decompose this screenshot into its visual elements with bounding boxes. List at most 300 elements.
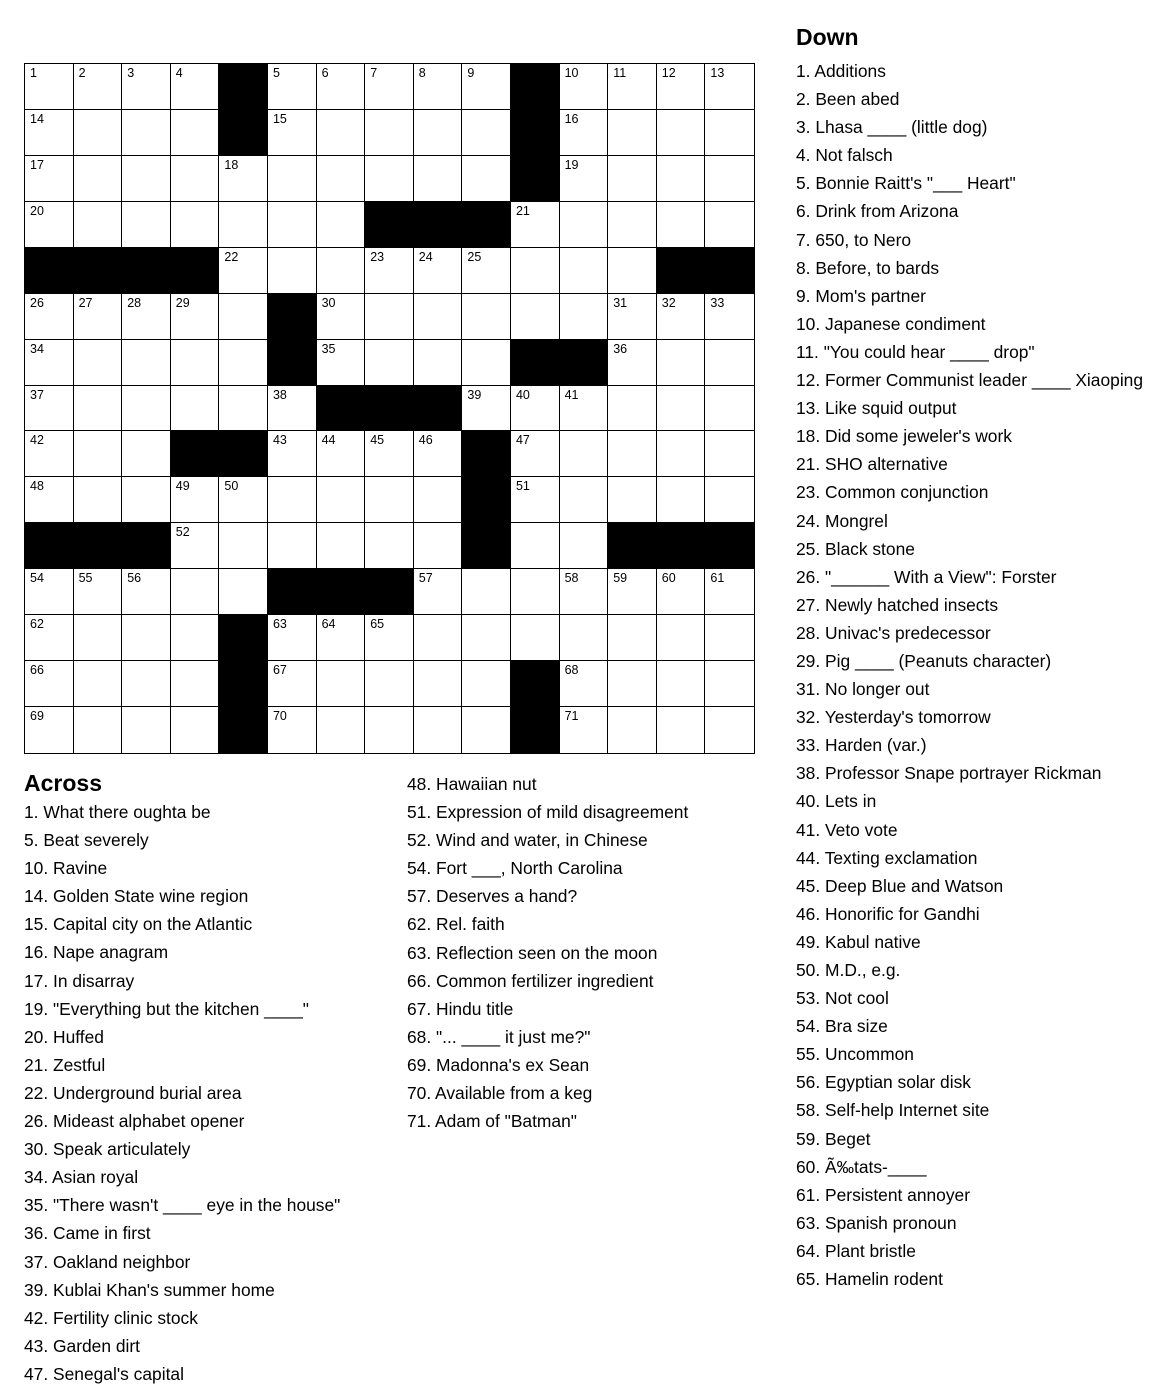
grid-cell[interactable]	[560, 523, 609, 569]
black-square	[122, 523, 171, 569]
clue-number: 58	[564, 571, 579, 586]
across-clue[interactable]: 63. Reflection seen on the moon	[407, 942, 658, 963]
black-square	[317, 386, 366, 432]
grid-cell[interactable]	[25, 156, 74, 202]
grid-cell[interactable]	[171, 523, 220, 569]
grid-cell[interactable]	[171, 661, 220, 707]
grid-cell[interactable]	[122, 156, 171, 202]
grid-cell[interactable]	[74, 431, 123, 477]
grid-cell[interactable]	[317, 202, 366, 248]
grid-cell[interactable]	[705, 661, 754, 707]
grid-cell[interactable]	[268, 431, 317, 477]
grid-cell[interactable]	[560, 386, 609, 432]
grid-cell[interactable]	[657, 386, 706, 432]
grid-cell[interactable]	[608, 707, 657, 753]
grid-cell[interactable]	[122, 386, 171, 432]
grid-cell[interactable]	[657, 64, 706, 110]
across-clue[interactable]: 57. Deserves a hand?	[407, 886, 578, 907]
clue-number: 67	[272, 663, 287, 678]
across-clue[interactable]: 5. Beat severely	[24, 830, 149, 851]
across-clue[interactable]: 15. Capital city on the Atlantic	[24, 914, 253, 935]
down-clue[interactable]: 41. Veto vote	[796, 819, 898, 840]
down-clue[interactable]: 5. Bonnie Raitt's "___ Heart"	[796, 173, 1016, 194]
down-clue[interactable]: 10. Japanese condiment	[796, 313, 986, 334]
across-clue[interactable]: 37. Oakland neighbor	[24, 1251, 191, 1272]
grid-cell[interactable]	[317, 707, 366, 753]
grid-cell[interactable]	[74, 661, 123, 707]
grid-cell[interactable]	[560, 569, 609, 615]
grid-cell[interactable]	[122, 477, 171, 523]
down-clue[interactable]: 29. Pig ____ (Peanuts character)	[796, 650, 1052, 671]
black-square	[268, 294, 317, 340]
grid-cell[interactable]	[268, 615, 317, 661]
across-clue[interactable]: 20. Huffed	[24, 1026, 104, 1047]
across-clue[interactable]: 42. Fertility clinic stock	[24, 1307, 198, 1328]
down-clue[interactable]: 60. Ã‰tats-____	[796, 1156, 927, 1177]
grid-cell[interactable]	[268, 477, 317, 523]
across-clue[interactable]: 54. Fort ___, North Carolina	[407, 858, 623, 879]
down-clue[interactable]: 44. Texting exclamation	[796, 847, 978, 868]
black-square	[705, 248, 754, 294]
clue-number: 57	[418, 571, 433, 586]
across-clue[interactable]: 52. Wind and water, in Chinese	[407, 830, 648, 851]
grid-cell[interactable]	[25, 477, 74, 523]
grid-cell[interactable]	[365, 294, 414, 340]
grid-cell[interactable]	[462, 707, 511, 753]
grid-cell[interactable]	[608, 477, 657, 523]
grid-cell[interactable]	[705, 156, 754, 202]
grid-cell[interactable]	[657, 340, 706, 386]
grid-cell[interactable]	[657, 294, 706, 340]
grid-cell[interactable]	[122, 202, 171, 248]
down-clue[interactable]: 25. Black stone	[796, 538, 915, 559]
grid-cell[interactable]	[317, 523, 366, 569]
grid-cell[interactable]	[511, 294, 560, 340]
across-clue[interactable]: 51. Expression of mild disagreement	[407, 802, 689, 823]
grid-cell[interactable]	[171, 615, 220, 661]
down-clue[interactable]: 32. Yesterday's tomorrow	[796, 707, 991, 728]
grid-cell[interactable]	[560, 707, 609, 753]
grid-cell[interactable]	[219, 569, 268, 615]
grid-cell[interactable]	[268, 202, 317, 248]
grid-cell[interactable]	[462, 340, 511, 386]
grid-cell[interactable]	[414, 64, 463, 110]
grid-cell[interactable]	[414, 523, 463, 569]
grid-cell[interactable]	[219, 156, 268, 202]
grid-cell[interactable]	[268, 156, 317, 202]
grid-cell[interactable]	[414, 477, 463, 523]
grid-cell[interactable]	[511, 477, 560, 523]
grid-cell[interactable]	[365, 523, 414, 569]
across-clue[interactable]: 43. Garden dirt	[24, 1335, 141, 1356]
across-clue[interactable]: 66. Common fertilizer ingredient	[407, 970, 654, 991]
grid-cell[interactable]	[705, 569, 754, 615]
grid-cell[interactable]	[365, 615, 414, 661]
grid-cell[interactable]	[705, 615, 754, 661]
grid-cell[interactable]	[25, 340, 74, 386]
grid-cell[interactable]	[462, 110, 511, 156]
across-clue[interactable]: 14. Golden State wine region	[24, 886, 249, 907]
grid-cell[interactable]	[462, 64, 511, 110]
grid-cell[interactable]	[365, 156, 414, 202]
grid-cell[interactable]	[74, 386, 123, 432]
across-clue[interactable]: 30. Speak articulately	[24, 1139, 191, 1160]
grid-cell[interactable]	[122, 707, 171, 753]
grid-cell[interactable]	[608, 64, 657, 110]
across-clue[interactable]: 69. Madonna's ex Sean	[407, 1054, 590, 1075]
down-clue[interactable]: 18. Did some jeweler's work	[796, 426, 1012, 447]
grid-cell[interactable]	[657, 202, 706, 248]
grid-cell[interactable]	[171, 707, 220, 753]
grid-cell[interactable]	[171, 569, 220, 615]
grid-cell[interactable]	[608, 202, 657, 248]
grid-cell[interactable]	[511, 431, 560, 477]
grid-cell[interactable]	[171, 110, 220, 156]
grid-cell[interactable]	[414, 615, 463, 661]
clue-number: 62	[30, 617, 44, 632]
down-clue[interactable]: 31. No longer out	[796, 679, 930, 700]
grid-cell[interactable]	[74, 707, 123, 753]
grid-cell[interactable]	[462, 569, 511, 615]
grid-cell[interactable]	[414, 110, 463, 156]
grid-cell[interactable]	[25, 110, 74, 156]
grid-cell[interactable]	[74, 202, 123, 248]
grid-cell[interactable]	[705, 477, 754, 523]
clue-number: 56	[127, 571, 142, 586]
grid-cell[interactable]	[414, 340, 463, 386]
grid-cell[interactable]	[25, 386, 74, 432]
clue-number: 12	[661, 66, 676, 80]
grid-cell[interactable]	[705, 64, 754, 110]
grid-cell[interactable]	[74, 64, 123, 110]
across-clue[interactable]: 26. Mideast alphabet opener	[24, 1111, 245, 1132]
across-clue[interactable]: 70. Available from a keg	[407, 1083, 593, 1104]
grid-cell[interactable]	[74, 294, 123, 340]
grid-cell[interactable]	[414, 707, 463, 753]
clue-number: 41	[564, 387, 579, 402]
black-square	[560, 340, 609, 386]
black-square	[219, 707, 268, 753]
grid-cell[interactable]	[560, 156, 609, 202]
grid-cell[interactable]	[705, 340, 754, 386]
black-square	[657, 248, 706, 294]
down-clue[interactable]: 26. "______ With a View": Forster	[796, 566, 1057, 587]
across-clue[interactable]: 16. Nape anagram	[24, 942, 169, 963]
grid-cell[interactable]	[705, 431, 754, 477]
grid-cell[interactable]	[560, 248, 609, 294]
down-clue[interactable]: 49. Kabul native	[796, 931, 921, 952]
grid-cell[interactable]	[462, 294, 511, 340]
black-square	[462, 477, 511, 523]
grid-cell[interactable]	[219, 202, 268, 248]
down-clue[interactable]: 21. SHO alternative	[796, 454, 948, 475]
grid-cell[interactable]	[511, 386, 560, 432]
grid-cell[interactable]	[657, 431, 706, 477]
grid-cell[interactable]	[462, 156, 511, 202]
clue-number: 26	[30, 295, 44, 310]
grid-cell[interactable]	[74, 156, 123, 202]
grid-cell[interactable]	[219, 477, 268, 523]
grid-cell[interactable]	[511, 248, 560, 294]
across-clue[interactable]: 67. Hindu title	[407, 998, 514, 1019]
down-clue[interactable]: 6. Drink from Arizona	[796, 201, 959, 222]
grid-cell[interactable]	[608, 110, 657, 156]
grid-cell[interactable]	[657, 661, 706, 707]
grid-cell[interactable]	[25, 707, 74, 753]
grid-cell[interactable]	[560, 477, 609, 523]
grid-cell[interactable]	[268, 386, 317, 432]
grid-cell[interactable]	[511, 569, 560, 615]
grid-cell[interactable]	[219, 340, 268, 386]
grid-cell[interactable]	[365, 248, 414, 294]
grid-cell[interactable]	[122, 110, 171, 156]
grid-cell[interactable]	[317, 431, 366, 477]
black-square	[171, 248, 220, 294]
black-square	[365, 569, 414, 615]
grid-cell[interactable]	[219, 248, 268, 294]
grid-cell[interactable]	[560, 64, 609, 110]
down-clue[interactable]: 12. Former Communist leader ____ Xiaoping	[796, 370, 1144, 391]
down-clue[interactable]: 24. Mongrel	[796, 510, 888, 531]
clue-number: 18	[224, 157, 239, 172]
grid-cell[interactable]	[608, 248, 657, 294]
grid-cell[interactable]	[365, 707, 414, 753]
grid-cell[interactable]	[608, 431, 657, 477]
down-clue[interactable]: 13. Like squid output	[796, 398, 957, 419]
down-clue[interactable]: 58. Self-help Internet site	[796, 1100, 990, 1121]
grid-cell[interactable]	[122, 431, 171, 477]
grid-cell[interactable]	[608, 569, 657, 615]
grid-cell[interactable]	[171, 340, 220, 386]
across-clue[interactable]: 68. "... ____ it just me?"	[407, 1026, 591, 1047]
grid-cell[interactable]	[317, 661, 366, 707]
down-clue[interactable]: 63. Spanish pronoun	[796, 1212, 957, 1233]
across-clue[interactable]: 62. Rel. faith	[407, 914, 505, 935]
down-clue[interactable]: 8. Before, to bards	[796, 257, 940, 278]
grid-cell[interactable]	[317, 477, 366, 523]
black-square	[268, 340, 317, 386]
grid-cell[interactable]	[25, 431, 74, 477]
grid-cell[interactable]	[705, 386, 754, 432]
across-clue[interactable]: 71. Adam of "Batman"	[407, 1111, 577, 1132]
grid-cell[interactable]	[705, 110, 754, 156]
across-clue[interactable]: 22. Underground burial area	[24, 1082, 242, 1103]
grid-cell[interactable]	[122, 615, 171, 661]
across-clue[interactable]: 36. Came in first	[24, 1223, 151, 1244]
clue-number: 22	[224, 249, 239, 264]
grid-cell[interactable]	[171, 386, 220, 432]
grid-cell[interactable]	[268, 707, 317, 753]
clue-number: 71	[564, 709, 579, 724]
grid-cell[interactable]	[171, 294, 220, 340]
grid-cell[interactable]	[317, 156, 366, 202]
grid-cell[interactable]	[268, 523, 317, 569]
grid-cell[interactable]	[608, 340, 657, 386]
grid-cell[interactable]	[705, 202, 754, 248]
grid-cell[interactable]	[317, 64, 366, 110]
grid-cell[interactable]	[268, 248, 317, 294]
grid-cell[interactable]	[657, 707, 706, 753]
grid-cell[interactable]	[560, 431, 609, 477]
across-clue[interactable]: 21. Zestful	[24, 1054, 106, 1075]
clue-number: 10	[564, 66, 579, 80]
grid-cell[interactable]	[462, 386, 511, 432]
down-clue[interactable]: 1. Additions	[796, 61, 886, 81]
across-clue[interactable]: 35. "There wasn't ____ eye in the house"	[24, 1195, 341, 1216]
down-clue[interactable]: 7. 650, to Nero	[796, 229, 912, 250]
grid-cell[interactable]	[560, 661, 609, 707]
grid-cell[interactable]	[414, 569, 463, 615]
grid-cell[interactable]	[462, 615, 511, 661]
grid-cell[interactable]	[560, 110, 609, 156]
grid-cell[interactable]	[657, 569, 706, 615]
grid-cell[interactable]	[25, 615, 74, 661]
clue-number: 49	[175, 479, 190, 494]
grid-cell[interactable]	[414, 248, 463, 294]
down-clue[interactable]: 38. Professor Snape portrayer Rickman	[796, 763, 1102, 784]
grid-cell[interactable]	[317, 248, 366, 294]
across-clue[interactable]: 48. Hawaiian nut	[407, 774, 537, 794]
grid-cell[interactable]	[171, 202, 220, 248]
grid-cell[interactable]	[657, 615, 706, 661]
grid-cell[interactable]	[657, 156, 706, 202]
down-clue[interactable]: 23. Common conjunction	[796, 482, 989, 503]
grid-cell[interactable]	[268, 64, 317, 110]
grid-cell[interactable]	[317, 340, 366, 386]
grid-cell[interactable]	[657, 110, 706, 156]
grid-cell[interactable]	[365, 661, 414, 707]
down-clue[interactable]: 56. Egyptian solar disk	[796, 1072, 971, 1093]
grid-cell[interactable]	[317, 615, 366, 661]
down-clue[interactable]: 65. Hamelin rodent	[796, 1269, 943, 1290]
grid-cell[interactable]	[560, 615, 609, 661]
down-clue[interactable]: 40. Lets in	[796, 791, 877, 812]
grid-cell[interactable]	[414, 156, 463, 202]
grid-cell[interactable]	[122, 569, 171, 615]
grid-cell[interactable]	[365, 340, 414, 386]
down-clue[interactable]: 55. Uncommon	[796, 1044, 914, 1065]
clue-number: 39	[467, 387, 482, 402]
grid-cell[interactable]	[122, 294, 171, 340]
grid-cell[interactable]	[560, 294, 609, 340]
grid-cell[interactable]	[511, 523, 560, 569]
black-square	[365, 386, 414, 432]
clue-number: 9	[467, 66, 475, 80]
grid-cell[interactable]	[608, 661, 657, 707]
down-clue[interactable]: 45. Deep Blue and Watson	[796, 875, 1004, 896]
grid-cell[interactable]	[511, 202, 560, 248]
grid-cell[interactable]	[171, 477, 220, 523]
grid-cell[interactable]	[122, 340, 171, 386]
across-clue[interactable]: 34. Asian royal	[24, 1167, 139, 1188]
clue-number: 31	[613, 295, 628, 310]
down-clue[interactable]: 28. Univac's predecessor	[796, 622, 991, 643]
grid-cell[interactable]	[74, 569, 123, 615]
grid-cell[interactable]	[219, 386, 268, 432]
down-clue[interactable]: 46. Honorific for Gandhi	[796, 903, 980, 924]
down-clue[interactable]: 59. Beget	[796, 1128, 871, 1149]
grid-cell[interactable]	[608, 386, 657, 432]
grid-cell[interactable]	[25, 569, 74, 615]
grid-cell[interactable]	[317, 294, 366, 340]
grid-cell[interactable]	[74, 615, 123, 661]
across-clue[interactable]: 10. Ravine	[24, 858, 108, 879]
grid-cell[interactable]	[705, 707, 754, 753]
grid-cell[interactable]	[122, 64, 171, 110]
grid-cell[interactable]	[25, 202, 74, 248]
grid-cell[interactable]	[74, 477, 123, 523]
down-clue[interactable]: 27. Newly hatched insects	[796, 594, 999, 615]
down-clue[interactable]: 54. Bra size	[796, 1016, 888, 1037]
black-square	[219, 615, 268, 661]
grid-cell[interactable]	[608, 615, 657, 661]
grid-cell[interactable]	[414, 431, 463, 477]
grid-cell[interactable]	[25, 294, 74, 340]
grid-cell[interactable]	[365, 64, 414, 110]
black-square	[608, 523, 657, 569]
down-clue[interactable]: 2. Been abed	[796, 89, 900, 110]
grid-cell[interactable]	[317, 110, 366, 156]
grid-cell[interactable]	[268, 661, 317, 707]
grid-cell[interactable]	[705, 294, 754, 340]
grid-cell[interactable]	[462, 661, 511, 707]
down-clue[interactable]: 9. Mom's partner	[796, 285, 926, 306]
grid-cell[interactable]	[74, 110, 123, 156]
down-clue[interactable]: 64. Plant bristle	[796, 1240, 916, 1261]
grid-cell[interactable]	[365, 110, 414, 156]
grid-cell[interactable]	[560, 202, 609, 248]
grid-cell[interactable]	[268, 110, 317, 156]
across-clue[interactable]: 47. Senegal's capital	[24, 1363, 184, 1384]
grid-cell[interactable]	[414, 294, 463, 340]
grid-cell[interactable]	[219, 294, 268, 340]
black-square	[511, 156, 560, 202]
down-clue[interactable]: 4. Not falsch	[796, 145, 893, 166]
grid-cell[interactable]	[219, 523, 268, 569]
grid-cell[interactable]	[414, 661, 463, 707]
down-clue[interactable]: 3. Lhasa ____ (little dog)	[796, 117, 988, 138]
black-square	[268, 569, 317, 615]
clue-number: 46	[418, 433, 433, 448]
grid-cell[interactable]	[25, 64, 74, 110]
grid-cell[interactable]	[608, 294, 657, 340]
grid-cell[interactable]	[462, 248, 511, 294]
grid-cell[interactable]	[171, 64, 220, 110]
grid-cell[interactable]	[25, 661, 74, 707]
grid-cell[interactable]	[511, 615, 560, 661]
across-clue[interactable]: 17. In disarray	[24, 970, 135, 991]
down-clue[interactable]: 53. Not cool	[796, 988, 889, 1009]
down-clue[interactable]: 50. M.D., e.g.	[796, 960, 901, 980]
grid-cell[interactable]	[171, 156, 220, 202]
across-clue[interactable]: 19. "Everything but the kitchen ____"	[24, 998, 309, 1019]
clue-number: 4	[175, 66, 183, 80]
clue-number: 25	[467, 249, 482, 264]
grid-cell[interactable]	[122, 661, 171, 707]
grid-cell[interactable]	[365, 431, 414, 477]
grid-cell[interactable]	[657, 477, 706, 523]
grid-cell[interactable]	[74, 340, 123, 386]
across-clue[interactable]: 1. What there oughta be	[24, 802, 211, 822]
grid-cell[interactable]	[365, 477, 414, 523]
across-clue[interactable]: 39. Kublai Khan's summer home	[24, 1279, 275, 1300]
down-clue[interactable]: 33. Harden (var.)	[796, 735, 927, 756]
grid-cell[interactable]	[608, 156, 657, 202]
black-square	[511, 661, 560, 707]
down-clue[interactable]: 11. "You could hear ____ drop"	[796, 341, 1035, 362]
down-clue[interactable]: 61. Persistent annoyer	[796, 1184, 971, 1205]
clue-number: 33	[710, 295, 725, 310]
